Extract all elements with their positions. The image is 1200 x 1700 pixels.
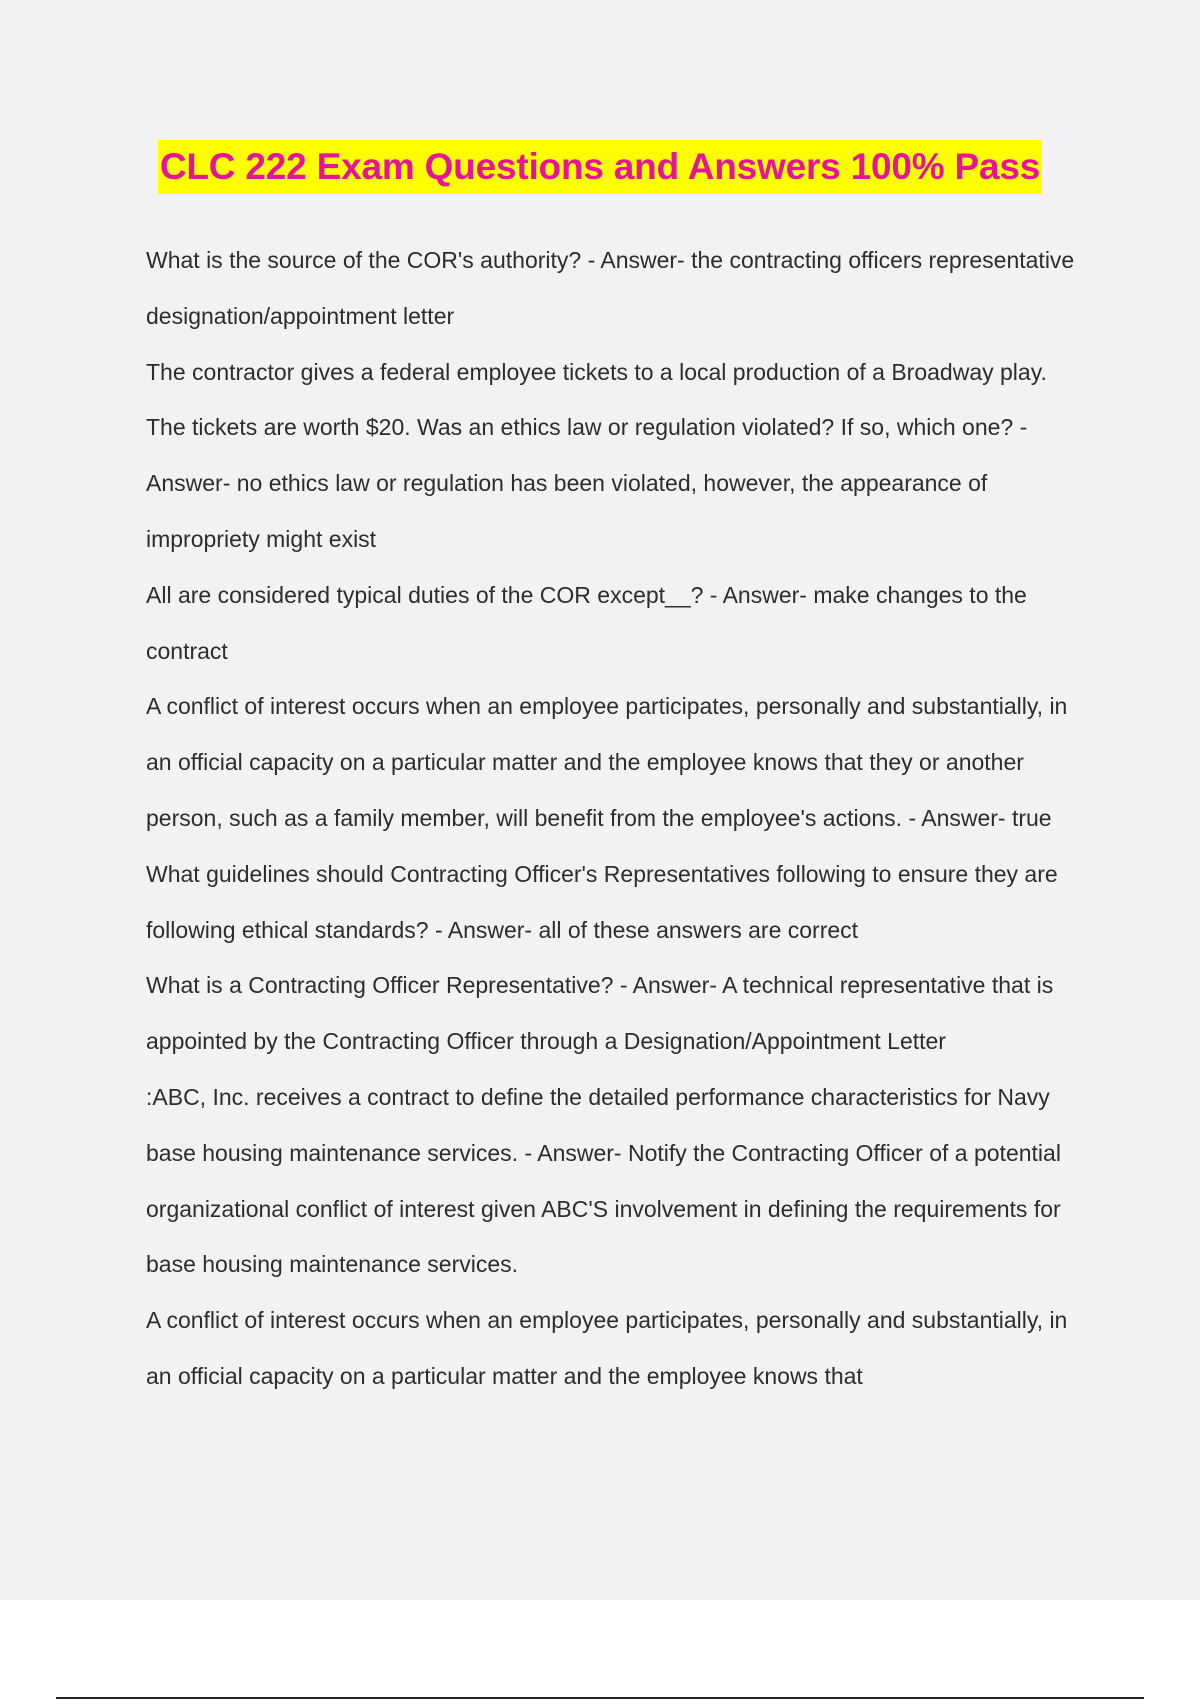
- qa-item: A conflict of interest occurs when an employee participates, personally and substantially, in an official capacity on a particular matter and the employee knows that they or another person, such as a family member, will benefit from the employee's actions. - Answer- true: [146, 693, 1068, 831]
- qa-item: A conflict of interest occurs when an employee participates, personally and substantially, in an official capacity on a particular matter and the employee knows that: [146, 1307, 1068, 1389]
- qa-item: All are considered typical duties of the COR except__? - Answer- make changes to the contract: [146, 581, 1027, 664]
- qa-item: The contractor gives a federal employee tickets to a local production of a Broadway play. The tickets are worth $20. Was an ethics law or regulation violated? If so, which one? - Answer- no ethics law or regulation has been violated, however, the appearance of impropriety might exist: [146, 358, 1047, 552]
- qa-item: What guidelines should Contracting Officer's Representatives following to ensure they are following ethical standards? - Answer- all of these answers are correct: [146, 860, 1058, 943]
- title-container: [0, 140, 1200, 194]
- qa-list: [146, 233, 1086, 1405]
- qa-item: What is a Contracting Officer Representative? - Answer- A technical representative that is appointed by the Contracting Officer through a Designation/Appointment Letter: [146, 972, 1054, 1055]
- footer-divider: [56, 1697, 1144, 1699]
- qa-item: :ABC, Inc. receives a contract to define the detailed performance characteristics for Navy base housing maintenance services. - Answer- Notify the Contracting Officer of a potential organizational conflict of interest given ABC'S involvement in defining the requirements for base housing maintenance services.: [146, 1083, 1061, 1278]
- document-title: CLC 222 Exam Questions and Answers 100% Pass: [158, 140, 1042, 194]
- qa-item: What is the source of the COR's authority? - Answer- the contracting officers representative designation/appointment letter: [146, 247, 1075, 329]
